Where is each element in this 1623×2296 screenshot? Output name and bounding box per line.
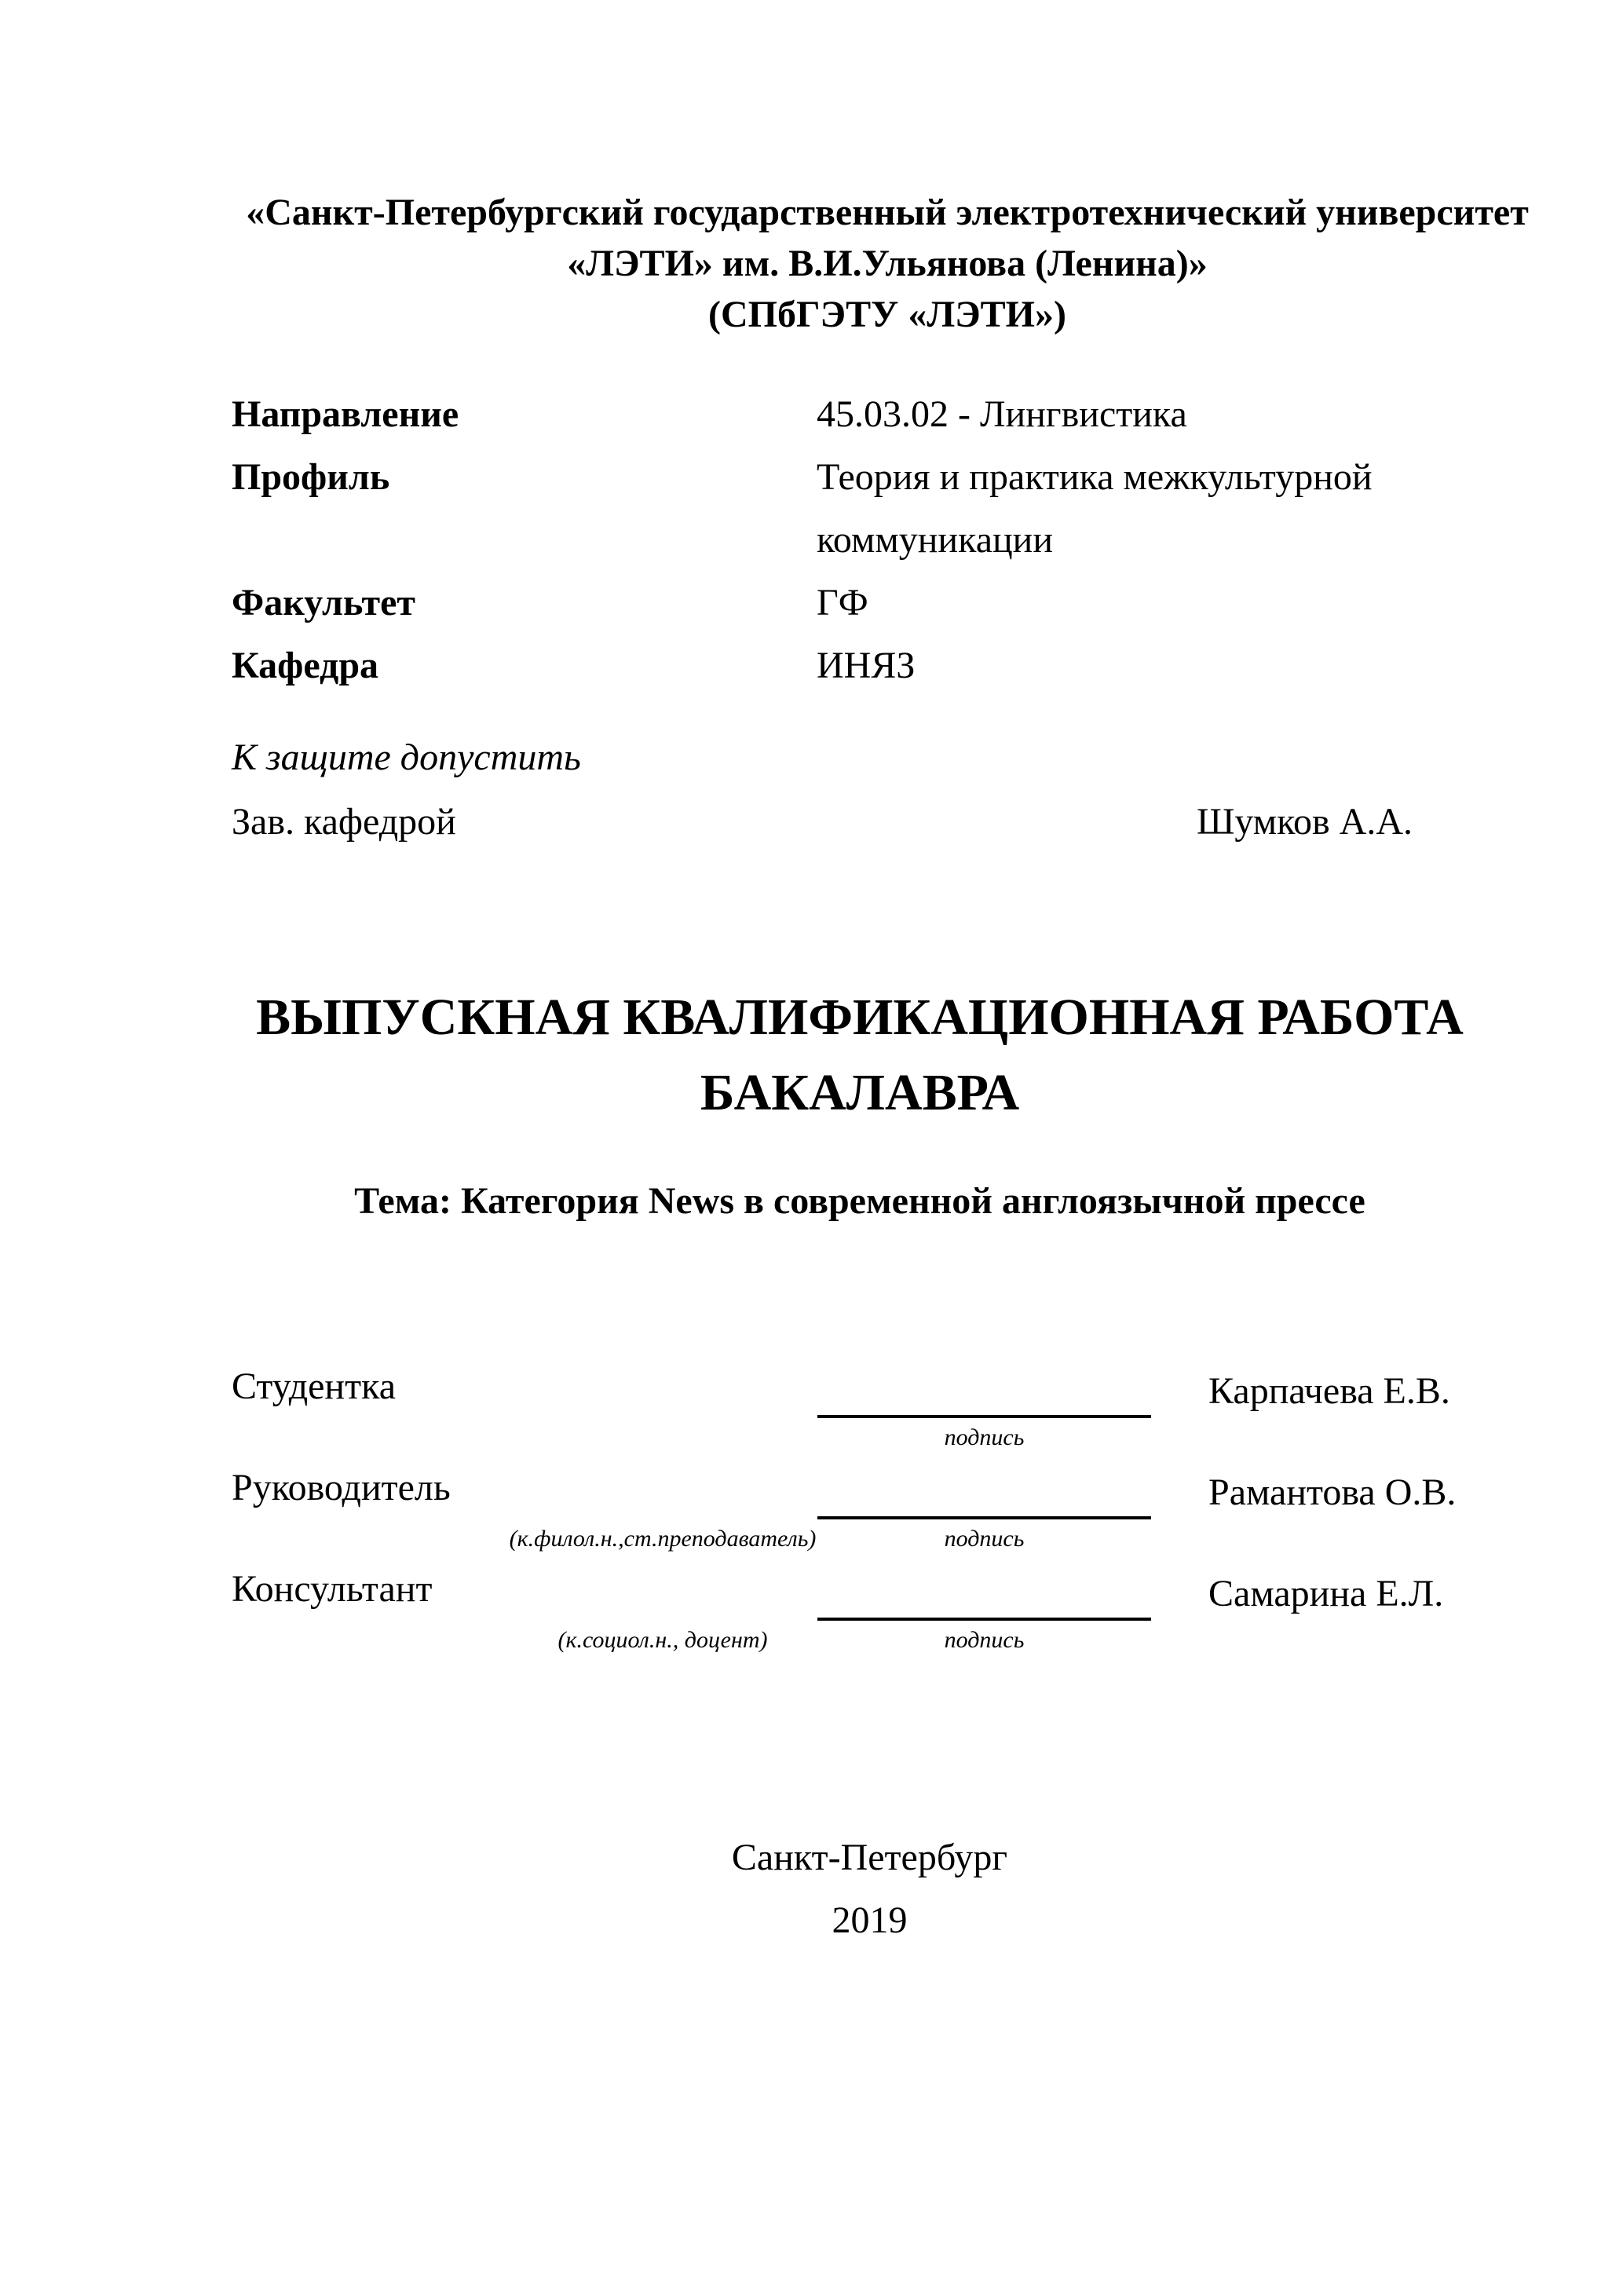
profile-label: Профиль (232, 456, 390, 498)
supervisor-qualifier: (к.филол.н.,ст.преподаватель) (509, 1526, 817, 1552)
student-role-label: Студентка (232, 1366, 396, 1407)
consultant-signature-line (817, 1618, 1151, 1621)
supervisor-role-label: Руководитель (232, 1467, 451, 1508)
work-title-line2: БАКАЛАВРА (700, 1064, 1020, 1121)
theme-line: Тема: Категория News в современной англоязычной прессе (354, 1180, 1365, 1222)
field-row-department (232, 634, 1508, 697)
work-title (232, 980, 1488, 1131)
signatures-block (232, 1365, 1508, 1669)
student-name: Карпачева Е.В. (1208, 1370, 1450, 1412)
footer-city: Санкт-Петербург (731, 1837, 1008, 1878)
admission-permit-line: К защите допустить (232, 737, 581, 778)
university-name-line3: (СПбГЭТУ «ЛЭТИ») (708, 294, 1066, 335)
consultant-signature-caption: подпись (944, 1627, 1025, 1653)
student-signature-caption: подпись (944, 1424, 1025, 1450)
university-header (196, 187, 1578, 340)
faculty-value: ГФ (817, 582, 868, 623)
signature-row-supervisor (232, 1466, 1508, 1567)
signature-row-student (232, 1365, 1508, 1466)
supervisor-name: Рамантова О.В. (1208, 1472, 1457, 1513)
work-title-line1: ВЫПУСКНАЯ КВАЛИФИКАЦИОННАЯ РАБОТА (256, 989, 1464, 1046)
university-name-line2: «ЛЭТИ» им. В.И.Ульянова (Ленина)» (567, 243, 1208, 284)
admission-block (232, 726, 1508, 854)
consultant-role-label: Консультант (232, 1568, 433, 1610)
field-row-profile (232, 446, 1508, 572)
faculty-label: Факультет (232, 582, 415, 623)
admission-row (232, 790, 1508, 854)
department-label: Кафедра (232, 645, 379, 686)
department-value: ИНЯЗ (817, 645, 916, 686)
student-signature-line (817, 1415, 1151, 1418)
field-row-direction (232, 383, 1508, 446)
signature-row-consultant (232, 1567, 1508, 1669)
head-of-department-name: Шумков А.А. (1197, 801, 1413, 843)
field-row-faculty (232, 572, 1508, 634)
supervisor-signature-line (817, 1516, 1151, 1519)
footer-year: 2019 (832, 1899, 908, 1941)
head-of-department-label: Зав. кафедрой (232, 801, 456, 843)
supervisor-signature-caption: подпись (944, 1526, 1025, 1552)
profile-value: Теория и практика межкультурной коммуникации (817, 456, 1373, 561)
consultant-qualifier: (к.социол.н., доцент) (557, 1627, 768, 1653)
footer-block (232, 1826, 1508, 1952)
university-name-line1: «Санкт-Петербургский государственный электротехнический университет (246, 192, 1529, 233)
direction-value: 45.03.02 - Лингвистика (817, 393, 1187, 435)
direction-label: Направление (232, 393, 459, 435)
consultant-name: Самарина Е.Л. (1208, 1573, 1444, 1614)
program-fields (232, 383, 1508, 697)
